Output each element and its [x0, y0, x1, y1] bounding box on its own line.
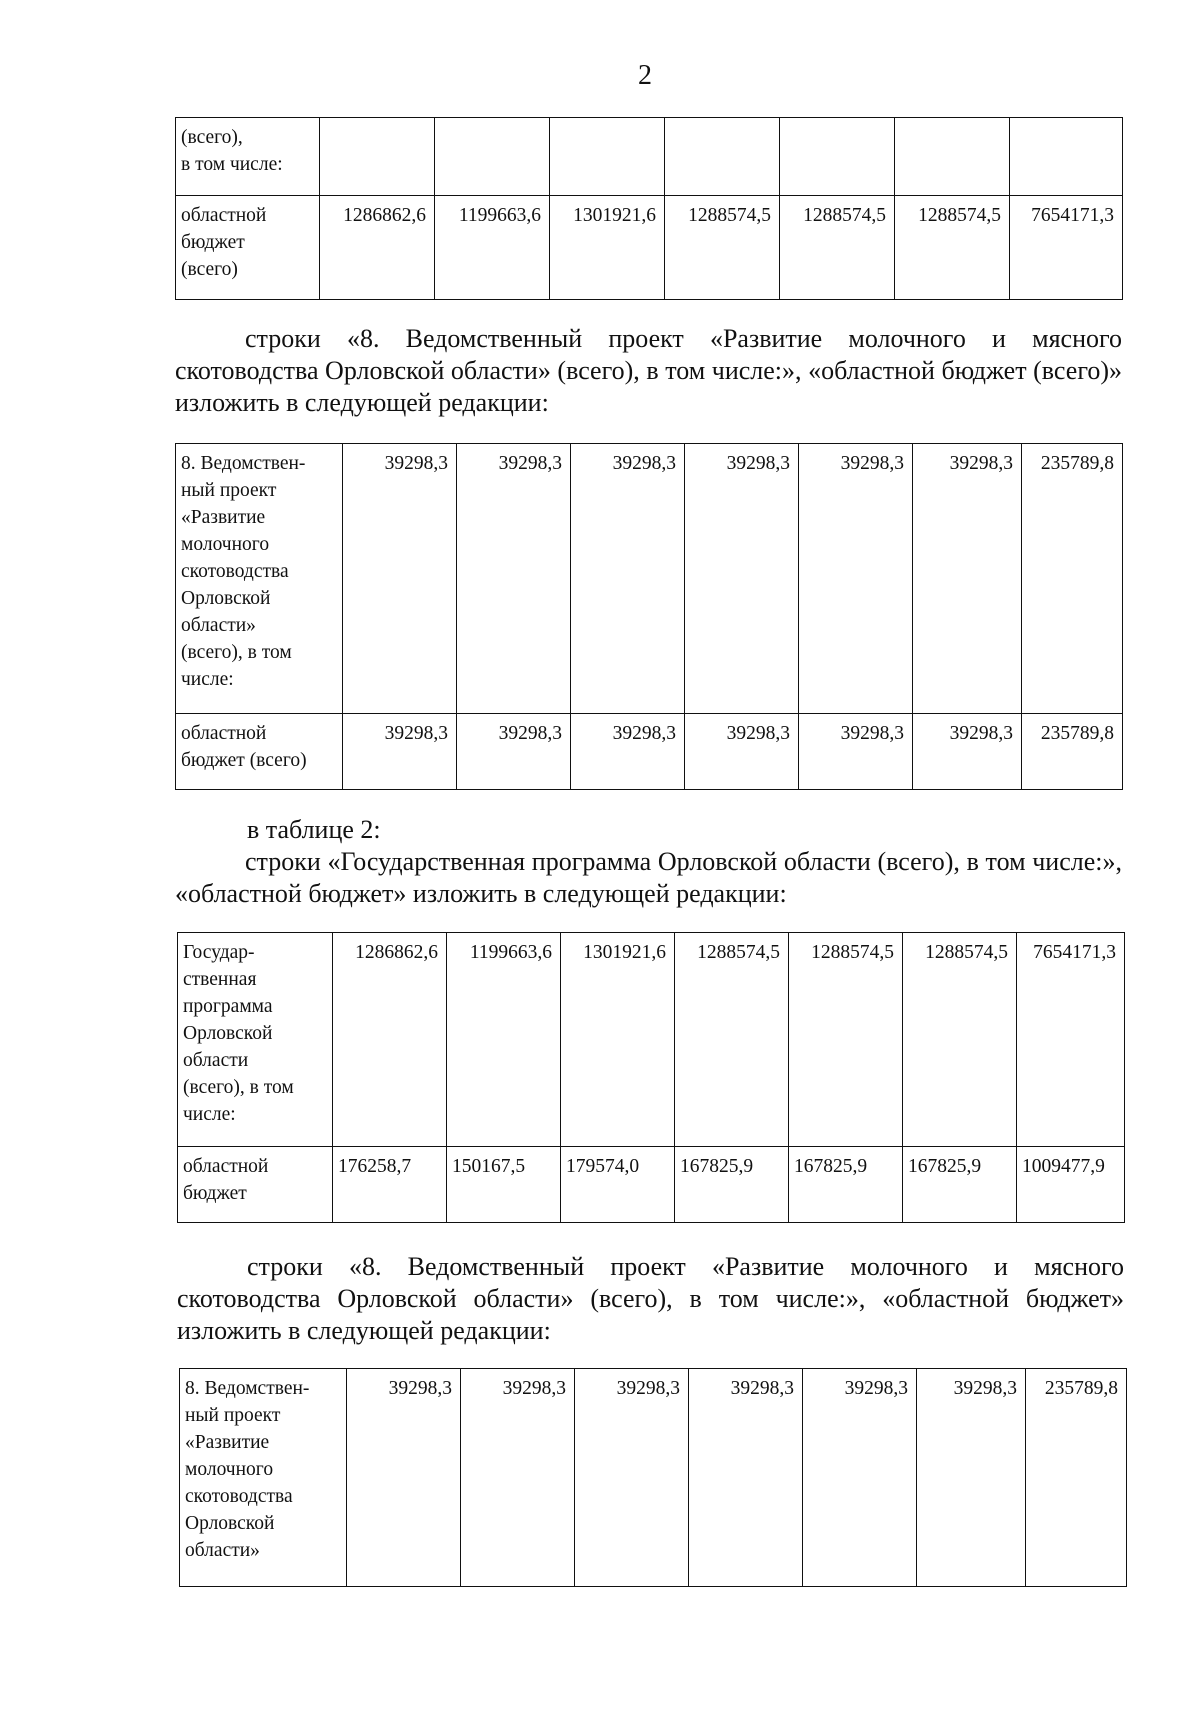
cell-value — [1010, 118, 1123, 196]
cell-value: 235789,8 — [1022, 444, 1123, 714]
cell-value: 235789,8 — [1022, 714, 1123, 790]
cell-value — [550, 118, 665, 196]
paragraph-1-text: строки «8. Ведомственный проект «Развитие молочного и мясного скотоводства Орловской области» (всего), в том числе:», «областной бюджет (всего)» изложить в следующей редакции: — [175, 324, 1122, 417]
cell-value: 39298,3 — [689, 1369, 803, 1587]
table-row — [176, 444, 1123, 714]
cell-value — [780, 118, 895, 196]
cell-value: 39298,3 — [575, 1369, 689, 1587]
paragraph-2-text: строки «Государственная программа Орловской области (всего), в том числе:», «областной бюджет» изложить в следующей редакции: — [175, 847, 1122, 908]
cell-value: 39298,3 — [347, 1369, 461, 1587]
table-3 — [177, 932, 1125, 1223]
paragraph-3-text: строки «8. Ведомственный проект «Развитие молочного и мясного скотоводства Орловской области» (всего), в том числе:», «областной бюджет» изложить в следующей редакции: — [177, 1252, 1124, 1345]
row-label: областной бюджет — [178, 1147, 333, 1223]
paragraph-1 — [175, 323, 1122, 419]
cell-value: 39298,3 — [343, 444, 457, 714]
cell-value: 1288574,5 — [895, 196, 1010, 300]
cell-value: 39298,3 — [917, 1369, 1026, 1587]
cell-value — [895, 118, 1010, 196]
row-label: областной бюджет (всего) — [176, 714, 343, 790]
table-1 — [175, 117, 1123, 300]
cell-value: 1288574,5 — [780, 196, 895, 300]
paragraph-3 — [177, 1251, 1124, 1347]
table-row — [178, 1147, 1125, 1223]
cell-value: 7654171,3 — [1017, 933, 1125, 1147]
cell-value: 167825,9 — [789, 1147, 903, 1223]
cell-value: 1286862,6 — [320, 196, 435, 300]
cell-value: 39298,3 — [571, 714, 685, 790]
cell-value: 179574,0 — [561, 1147, 675, 1223]
cell-value: 235789,8 — [1026, 1369, 1127, 1587]
cell-value: 39298,3 — [343, 714, 457, 790]
cell-value: 1199663,6 — [447, 933, 561, 1147]
cell-value: 1288574,5 — [665, 196, 780, 300]
table-2 — [175, 443, 1123, 790]
paragraph-2 — [175, 846, 1122, 910]
cell-value: 39298,3 — [685, 714, 799, 790]
cell-value: 1301921,6 — [550, 196, 665, 300]
cell-value: 1286862,6 — [333, 933, 447, 1147]
cell-value: 39298,3 — [799, 714, 913, 790]
row-label: 8. Ведомствен- ный проект «Развитие молочного скотоводства Орловской области» (всего), в том числе: — [176, 444, 343, 714]
table-row — [178, 933, 1125, 1147]
cell-value: 39298,3 — [803, 1369, 917, 1587]
paragraph-2-heading: в таблице 2: — [247, 815, 381, 844]
cell-value: 167825,9 — [675, 1147, 789, 1223]
cell-value: 39298,3 — [457, 714, 571, 790]
cell-value: 39298,3 — [571, 444, 685, 714]
cell-value: 7654171,3 — [1010, 196, 1123, 300]
table-row — [180, 1369, 1127, 1587]
cell-value: 1288574,5 — [675, 933, 789, 1147]
cell-value: 1288574,5 — [789, 933, 903, 1147]
row-label: 8. Ведомствен- ный проект «Развитие молочного скотоводства Орловской области» — [180, 1369, 347, 1587]
row-label: (всего), в том числе: — [176, 118, 320, 196]
table-4 — [179, 1368, 1127, 1587]
row-label: областной бюджет (всего) — [176, 196, 320, 300]
table-row — [176, 118, 1123, 196]
cell-value: 150167,5 — [447, 1147, 561, 1223]
cell-value: 39298,3 — [799, 444, 913, 714]
cell-value — [435, 118, 550, 196]
cell-value: 39298,3 — [913, 444, 1022, 714]
cell-value — [320, 118, 435, 196]
cell-value: 176258,7 — [333, 1147, 447, 1223]
table-row — [176, 196, 1123, 300]
cell-value: 167825,9 — [903, 1147, 1017, 1223]
cell-value: 1199663,6 — [435, 196, 550, 300]
cell-value: 39298,3 — [461, 1369, 575, 1587]
cell-value — [665, 118, 780, 196]
cell-value: 39298,3 — [913, 714, 1022, 790]
table-row — [176, 714, 1123, 790]
row-label: Государ- ственная программа Орловской области (всего), в том числе: — [178, 933, 333, 1147]
cell-value: 1009477,9 — [1017, 1147, 1125, 1223]
cell-value: 39298,3 — [457, 444, 571, 714]
cell-value: 39298,3 — [685, 444, 799, 714]
page-number: 2 — [638, 60, 652, 91]
cell-value: 1301921,6 — [561, 933, 675, 1147]
cell-value: 1288574,5 — [903, 933, 1017, 1147]
